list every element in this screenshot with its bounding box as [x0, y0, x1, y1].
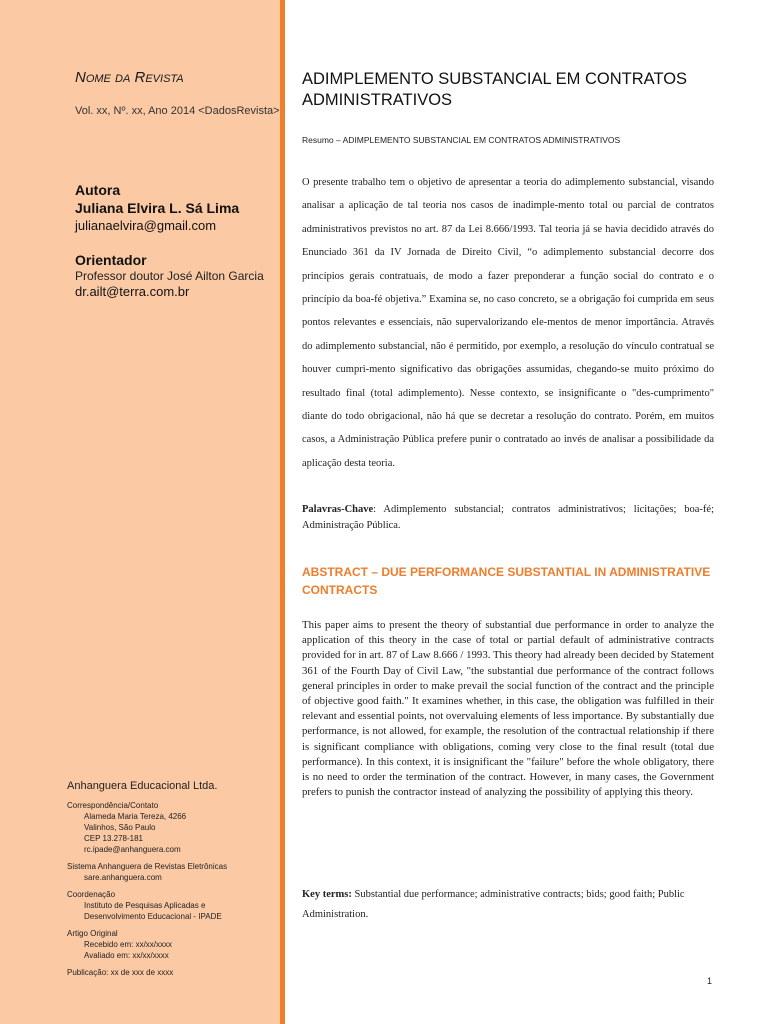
- keywords-en: [302, 885, 714, 925]
- volume-line: Vol. xx, Nº. xx, Ano 2014 <DadosRevista>: [75, 105, 280, 117]
- address-city: Valinhos, São Paulo: [84, 823, 156, 832]
- resumo-body: O presente trabalho tem o objetivo de apresentar a teoria do adimplemento substancial, visando analisar a aplicação de tal teoria nos casos de inadimple-mento total ou parcial de contratos administrativos previstos no art. 87 da Lei 8.666/1993. Tal teoria já se havia decidido através do Enunciado 361 da IV Jornada de Direito Civil, “o adimplemento substancial decorre dos princípios gerais contratuais, de modo a fazer preponderar a função social do contrato e o princípio da boa-fé objetiva.” Examina se, no caso concreto, se a obrigação foi cumprida em seus pontos relevantes e essenciais, não supervalorizando ele-mentos de menor importância. Através do adimplemento substancial, não é permitido, por exemplo, a resolução do vínculo contratual se houver cumpri-mento significativo das obrigações assumidas, chegando-se muito próximo do resultado final (total adimplemento). Nesse contexto, se insignificante o "des-cumprimento" diante do todo obrigacional, não há que se decretar a resolução do contrato. Porém, em muitos casos, a Administração Pública prefere punir o contratado ao invés de analisar a possibilidade da aplicação desta teoria.: [302, 177, 714, 469]
- resumo-heading: Resumo – ADIMPLEMENTO SUBSTANCIAL EM CONTRATOS ADMINISTRATIVOS: [302, 135, 621, 145]
- author-name: Juliana Elvira L. Sá Lima: [75, 200, 240, 216]
- keywords-pt: [302, 502, 714, 534]
- advisor-label: Orientador: [75, 252, 147, 268]
- article-type: Artigo Original: [67, 929, 118, 938]
- address-email: rc.ipade@anhanguera.com: [84, 845, 181, 854]
- system-url: sare.anhanguera.com: [84, 873, 162, 882]
- publication-date: Publicação: xx de xxx de xxxx: [67, 968, 174, 977]
- coordination-label: Coordenação: [67, 890, 116, 899]
- company-name: Anhanguera Educacional Ltda.: [67, 780, 218, 792]
- coordination-line1: Instituto de Pesquisas Aplicadas e: [84, 901, 206, 910]
- publisher-info: [67, 780, 277, 978]
- journal-name: Nome da Revista: [75, 69, 184, 86]
- evaluated-date: Avaliado em: xx/xx/xxxx: [84, 951, 169, 960]
- keywords-en-label: Key terms:: [302, 889, 352, 900]
- author-label: Autora: [75, 182, 121, 198]
- abstract-body: This paper aims to present the theory of substantial due performance in order to analyze the application of this theory in the case of total or partial default of administrative contracts provided for in art. 87 of Law 8.666 / 1993. This theory had already been decided by Statement 361 of the Fourth Day of Civil Law, "the substantial due performance of the contract follows general principles in order to make prevail the social function of the contract and the principle of objective good faith." It examines whether, in this case, the obligation was fulfilled in their relevant and essential points, not overvaluing elements of less importance. By substantially due performance, is not allowed, for example, the resolution of the contractual relationship if there is significant compliance with obligations, coming very close to the final result (total due performance). In this context, it is insignificant the "failure" before the whole obligatory, there is no need to order the termination of the contract. However, in many cases, the Government prefers to punish the contractor instead of analyzing the possibility of applying this theory.: [302, 619, 714, 799]
- author-email: julianaelvira@gmail.com: [75, 218, 217, 233]
- received-date: Recebido em: xx/xx/xxxx: [84, 940, 173, 949]
- address-cep: CEP 13.278-181: [84, 834, 144, 843]
- keywords-pt-label: Palavras-Chave: [302, 504, 374, 515]
- address-street: Alameda Maria Tereza, 4266: [84, 812, 187, 821]
- abstract-heading: ABSTRACT – DUE PERFORMANCE SUBSTANTIAL IN ADMINISTRATIVE CONTRACTS: [302, 565, 711, 597]
- advisor-name: Professor doutor José Ailton Garcia: [75, 269, 264, 283]
- system-label: Sistema Anhanguera de Revistas Eletrônicas: [67, 862, 228, 871]
- coordination-line2: Desenvolvimento Educacional - IPADE: [84, 912, 222, 921]
- sidebar-divider: [280, 0, 285, 1024]
- keywords-en-text: Substantial due performance; administrative contracts; bids; good faith; Public Administration.: [302, 889, 685, 920]
- article-title: ADIMPLEMENTO SUBSTANCIAL EM CONTRATOS ADMINISTRATIVOS: [302, 70, 688, 109]
- keywords-pt-text: : Adimplemento substancial; contratos administrativos; licitações; boa-fé; Administração Pública.: [302, 504, 714, 531]
- advisor-email: dr.ailt@terra.com.br: [75, 284, 190, 299]
- correspondence-label: Correspondência/Contato: [67, 801, 159, 810]
- page-number: 1: [707, 976, 713, 986]
